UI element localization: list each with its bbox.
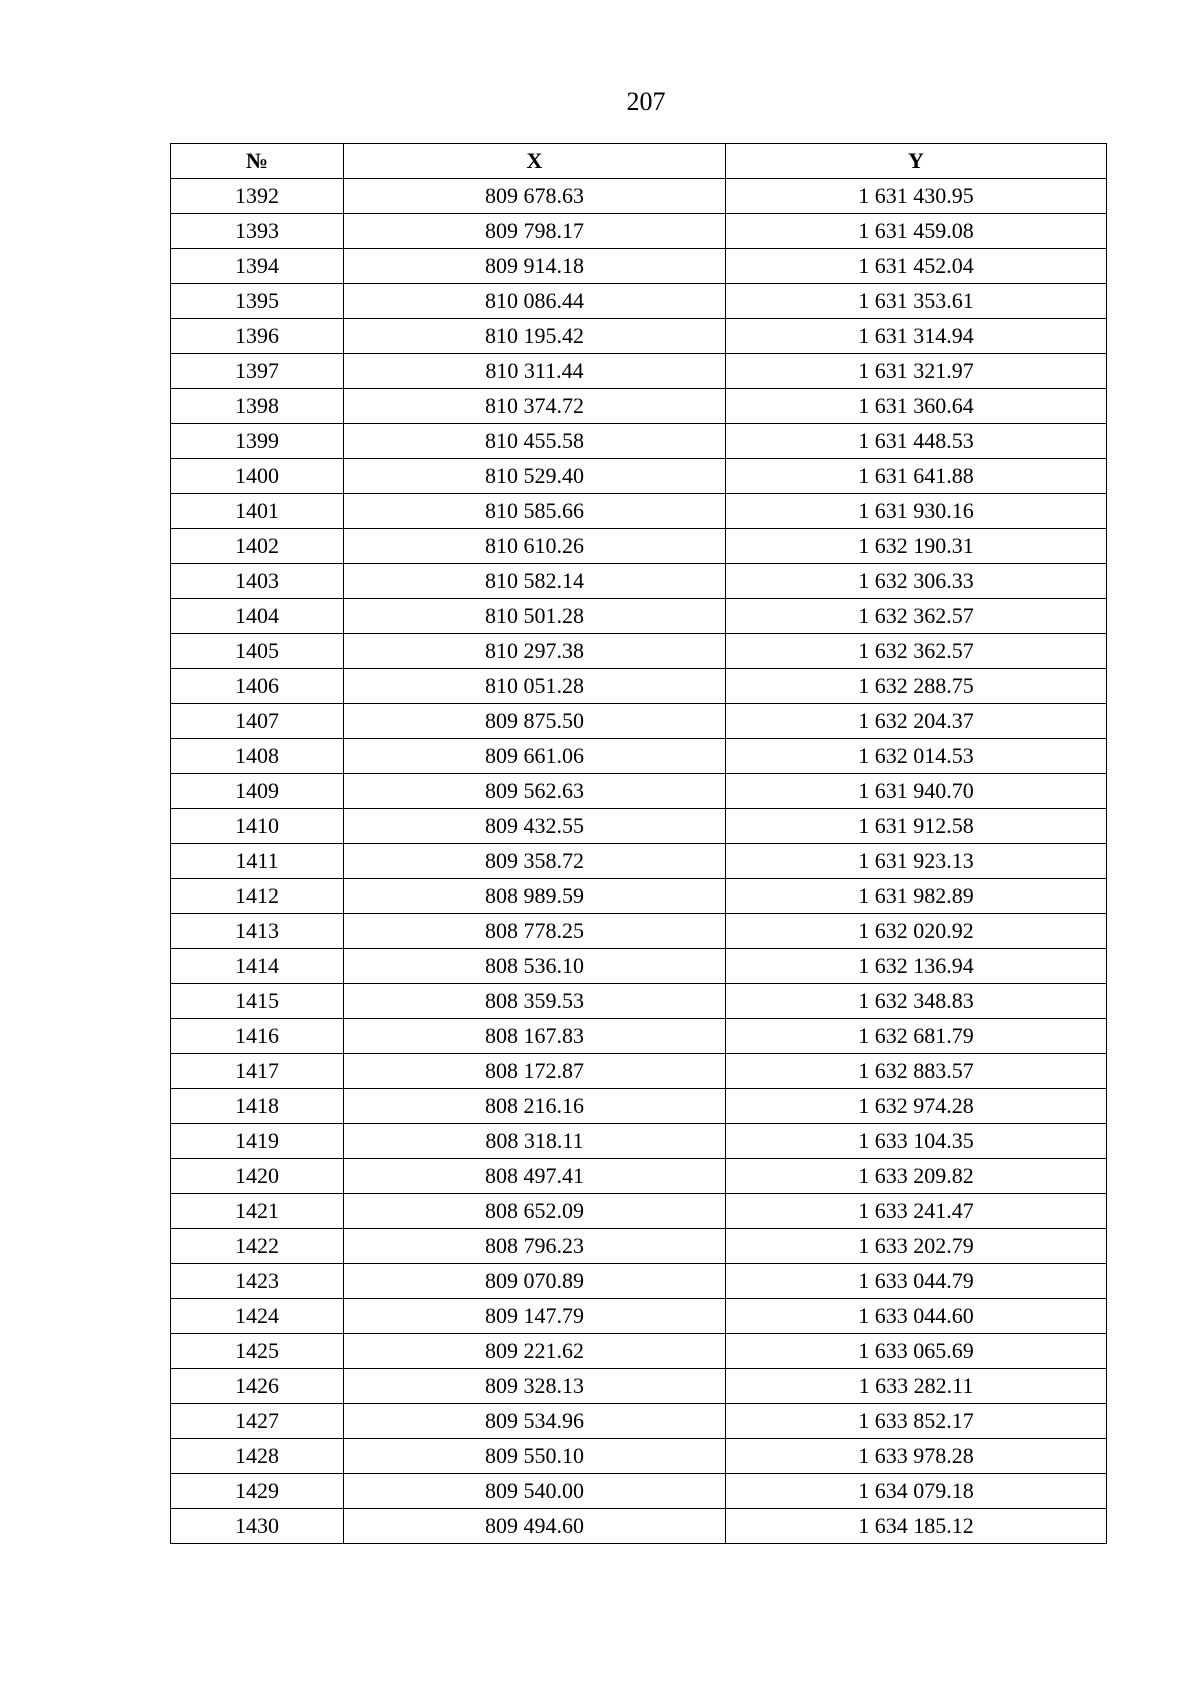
y-coordinate-cell: 1 634 185.12 bbox=[726, 1509, 1107, 1544]
y-coordinate-cell: 1 633 978.28 bbox=[726, 1439, 1107, 1474]
x-coordinate-cell: 810 195.42 bbox=[344, 319, 726, 354]
y-coordinate-cell: 1 632 362.57 bbox=[726, 599, 1107, 634]
y-coordinate-cell: 1 631 452.04 bbox=[726, 249, 1107, 284]
point-number-cell: 1417 bbox=[171, 1054, 344, 1089]
y-coordinate-cell: 1 632 190.31 bbox=[726, 529, 1107, 564]
y-coordinate-cell: 1 631 923.13 bbox=[726, 844, 1107, 879]
table-row bbox=[171, 179, 1107, 214]
header-row bbox=[171, 144, 1107, 179]
table-row bbox=[171, 1334, 1107, 1369]
y-coordinate-cell: 1 631 930.16 bbox=[726, 494, 1107, 529]
x-coordinate-cell: 809 328.13 bbox=[344, 1369, 726, 1404]
point-number-cell: 1404 bbox=[171, 599, 344, 634]
point-number-cell: 1400 bbox=[171, 459, 344, 494]
x-coordinate-cell: 810 311.44 bbox=[344, 354, 726, 389]
point-number-cell: 1411 bbox=[171, 844, 344, 879]
table-row bbox=[171, 1369, 1107, 1404]
point-number-cell: 1425 bbox=[171, 1334, 344, 1369]
point-number-cell: 1394 bbox=[171, 249, 344, 284]
x-coordinate-cell: 810 374.72 bbox=[344, 389, 726, 424]
y-coordinate-cell: 1 633 044.60 bbox=[726, 1299, 1107, 1334]
table-body bbox=[171, 179, 1107, 1544]
table-row bbox=[171, 284, 1107, 319]
y-coordinate-cell: 1 631 314.94 bbox=[726, 319, 1107, 354]
table-row bbox=[171, 599, 1107, 634]
point-number-cell: 1399 bbox=[171, 424, 344, 459]
x-coordinate-cell: 809 432.55 bbox=[344, 809, 726, 844]
y-coordinate-cell: 1 632 014.53 bbox=[726, 739, 1107, 774]
x-coordinate-cell: 809 070.89 bbox=[344, 1264, 726, 1299]
x-coordinate-cell: 808 216.16 bbox=[344, 1089, 726, 1124]
table-row bbox=[171, 879, 1107, 914]
y-coordinate-cell: 1 632 974.28 bbox=[726, 1089, 1107, 1124]
point-number-cell: 1419 bbox=[171, 1124, 344, 1159]
point-number-cell: 1428 bbox=[171, 1439, 344, 1474]
y-coordinate-cell: 1 631 912.58 bbox=[726, 809, 1107, 844]
table-row bbox=[171, 1019, 1107, 1054]
table-row bbox=[171, 739, 1107, 774]
y-coordinate-cell: 1 631 940.70 bbox=[726, 774, 1107, 809]
point-number-cell: 1420 bbox=[171, 1159, 344, 1194]
y-coordinate-cell: 1 631 360.64 bbox=[726, 389, 1107, 424]
point-number-cell: 1396 bbox=[171, 319, 344, 354]
x-coordinate-cell: 809 678.63 bbox=[344, 179, 726, 214]
y-coordinate-cell: 1 632 348.83 bbox=[726, 984, 1107, 1019]
point-number-cell: 1430 bbox=[171, 1509, 344, 1544]
y-coordinate-cell: 1 632 883.57 bbox=[726, 1054, 1107, 1089]
point-number-cell: 1395 bbox=[171, 284, 344, 319]
y-coordinate-cell: 1 632 362.57 bbox=[726, 634, 1107, 669]
y-coordinate-cell: 1 633 065.69 bbox=[726, 1334, 1107, 1369]
table-row bbox=[171, 494, 1107, 529]
x-coordinate-cell: 809 798.17 bbox=[344, 214, 726, 249]
x-coordinate-cell: 808 989.59 bbox=[344, 879, 726, 914]
table-row bbox=[171, 249, 1107, 284]
table-row bbox=[171, 1299, 1107, 1334]
table-row bbox=[171, 1439, 1107, 1474]
table-row bbox=[171, 844, 1107, 879]
table-row bbox=[171, 704, 1107, 739]
y-coordinate-cell: 1 631 459.08 bbox=[726, 214, 1107, 249]
x-coordinate-cell: 810 585.66 bbox=[344, 494, 726, 529]
table-row bbox=[171, 319, 1107, 354]
point-number-cell: 1410 bbox=[171, 809, 344, 844]
table-row bbox=[171, 774, 1107, 809]
header-y: Y bbox=[726, 144, 1107, 179]
y-coordinate-cell: 1 631 448.53 bbox=[726, 424, 1107, 459]
header-number: № bbox=[171, 144, 344, 179]
point-number-cell: 1429 bbox=[171, 1474, 344, 1509]
x-coordinate-cell: 809 661.06 bbox=[344, 739, 726, 774]
table-row bbox=[171, 564, 1107, 599]
table-row bbox=[171, 214, 1107, 249]
table-row bbox=[171, 354, 1107, 389]
x-coordinate-cell: 808 796.23 bbox=[344, 1229, 726, 1264]
y-coordinate-cell: 1 631 430.95 bbox=[726, 179, 1107, 214]
x-coordinate-cell: 809 875.50 bbox=[344, 704, 726, 739]
x-coordinate-cell: 808 359.53 bbox=[344, 984, 726, 1019]
x-coordinate-cell: 808 167.83 bbox=[344, 1019, 726, 1054]
point-number-cell: 1413 bbox=[171, 914, 344, 949]
y-coordinate-cell: 1 632 020.92 bbox=[726, 914, 1107, 949]
point-number-cell: 1426 bbox=[171, 1369, 344, 1404]
table-row bbox=[171, 669, 1107, 704]
table-row bbox=[171, 1509, 1107, 1544]
table-row bbox=[171, 1404, 1107, 1439]
y-coordinate-cell: 1 633 282.11 bbox=[726, 1369, 1107, 1404]
table-row bbox=[171, 949, 1107, 984]
point-number-cell: 1414 bbox=[171, 949, 344, 984]
coordinates-table bbox=[170, 143, 1107, 1544]
y-coordinate-cell: 1 633 202.79 bbox=[726, 1229, 1107, 1264]
y-coordinate-cell: 1 633 241.47 bbox=[726, 1194, 1107, 1229]
page-number: 207 bbox=[626, 87, 666, 116]
table-row bbox=[171, 1474, 1107, 1509]
y-coordinate-cell: 1 634 079.18 bbox=[726, 1474, 1107, 1509]
x-coordinate-cell: 809 534.96 bbox=[344, 1404, 726, 1439]
y-coordinate-cell: 1 633 852.17 bbox=[726, 1404, 1107, 1439]
x-coordinate-cell: 809 562.63 bbox=[344, 774, 726, 809]
x-coordinate-cell: 809 550.10 bbox=[344, 1439, 726, 1474]
point-number-cell: 1393 bbox=[171, 214, 344, 249]
point-number-cell: 1418 bbox=[171, 1089, 344, 1124]
point-number-cell: 1405 bbox=[171, 634, 344, 669]
table-row bbox=[171, 424, 1107, 459]
x-coordinate-cell: 809 914.18 bbox=[344, 249, 726, 284]
x-coordinate-cell: 809 494.60 bbox=[344, 1509, 726, 1544]
point-number-cell: 1415 bbox=[171, 984, 344, 1019]
point-number-cell: 1408 bbox=[171, 739, 344, 774]
y-coordinate-cell: 1 633 104.35 bbox=[726, 1124, 1107, 1159]
table-row bbox=[171, 634, 1107, 669]
point-number-cell: 1416 bbox=[171, 1019, 344, 1054]
y-coordinate-cell: 1 631 641.88 bbox=[726, 459, 1107, 494]
table-row bbox=[171, 914, 1107, 949]
table-row bbox=[171, 1054, 1107, 1089]
point-number-cell: 1407 bbox=[171, 704, 344, 739]
x-coordinate-cell: 808 318.11 bbox=[344, 1124, 726, 1159]
table-row bbox=[171, 1194, 1107, 1229]
table-row bbox=[171, 809, 1107, 844]
point-number-cell: 1397 bbox=[171, 354, 344, 389]
y-coordinate-cell: 1 631 353.61 bbox=[726, 284, 1107, 319]
x-coordinate-cell: 810 051.28 bbox=[344, 669, 726, 704]
x-coordinate-cell: 809 358.72 bbox=[344, 844, 726, 879]
table-row bbox=[171, 1229, 1107, 1264]
point-number-cell: 1422 bbox=[171, 1229, 344, 1264]
point-number-cell: 1398 bbox=[171, 389, 344, 424]
x-coordinate-cell: 808 652.09 bbox=[344, 1194, 726, 1229]
header-x: X bbox=[344, 144, 726, 179]
y-coordinate-cell: 1 633 044.79 bbox=[726, 1264, 1107, 1299]
x-coordinate-cell: 809 540.00 bbox=[344, 1474, 726, 1509]
point-number-cell: 1421 bbox=[171, 1194, 344, 1229]
x-coordinate-cell: 810 455.58 bbox=[344, 424, 726, 459]
table-row bbox=[171, 1159, 1107, 1194]
x-coordinate-cell: 810 582.14 bbox=[344, 564, 726, 599]
table-row bbox=[171, 389, 1107, 424]
y-coordinate-cell: 1 631 982.89 bbox=[726, 879, 1107, 914]
table-header bbox=[171, 144, 1107, 179]
y-coordinate-cell: 1 632 288.75 bbox=[726, 669, 1107, 704]
y-coordinate-cell: 1 632 136.94 bbox=[726, 949, 1107, 984]
y-coordinate-cell: 1 633 209.82 bbox=[726, 1159, 1107, 1194]
point-number-cell: 1423 bbox=[171, 1264, 344, 1299]
x-coordinate-cell: 810 501.28 bbox=[344, 599, 726, 634]
point-number-cell: 1409 bbox=[171, 774, 344, 809]
x-coordinate-cell: 809 147.79 bbox=[344, 1299, 726, 1334]
table-row bbox=[171, 529, 1107, 564]
x-coordinate-cell: 809 221.62 bbox=[344, 1334, 726, 1369]
x-coordinate-cell: 808 497.41 bbox=[344, 1159, 726, 1194]
point-number-cell: 1403 bbox=[171, 564, 344, 599]
table-row bbox=[171, 1264, 1107, 1299]
y-coordinate-cell: 1 632 681.79 bbox=[726, 1019, 1107, 1054]
x-coordinate-cell: 808 536.10 bbox=[344, 949, 726, 984]
point-number-cell: 1402 bbox=[171, 529, 344, 564]
table-row bbox=[171, 984, 1107, 1019]
table-row bbox=[171, 459, 1107, 494]
x-coordinate-cell: 808 778.25 bbox=[344, 914, 726, 949]
table-row bbox=[171, 1124, 1107, 1159]
y-coordinate-cell: 1 632 204.37 bbox=[726, 704, 1107, 739]
y-coordinate-cell: 1 632 306.33 bbox=[726, 564, 1107, 599]
x-coordinate-cell: 808 172.87 bbox=[344, 1054, 726, 1089]
y-coordinate-cell: 1 631 321.97 bbox=[726, 354, 1107, 389]
x-coordinate-cell: 810 297.38 bbox=[344, 634, 726, 669]
x-coordinate-cell: 810 086.44 bbox=[344, 284, 726, 319]
x-coordinate-cell: 810 529.40 bbox=[344, 459, 726, 494]
point-number-cell: 1412 bbox=[171, 879, 344, 914]
point-number-cell: 1401 bbox=[171, 494, 344, 529]
point-number-cell: 1427 bbox=[171, 1404, 344, 1439]
table-row bbox=[171, 1089, 1107, 1124]
point-number-cell: 1392 bbox=[171, 179, 344, 214]
point-number-cell: 1424 bbox=[171, 1299, 344, 1334]
x-coordinate-cell: 810 610.26 bbox=[344, 529, 726, 564]
point-number-cell: 1406 bbox=[171, 669, 344, 704]
